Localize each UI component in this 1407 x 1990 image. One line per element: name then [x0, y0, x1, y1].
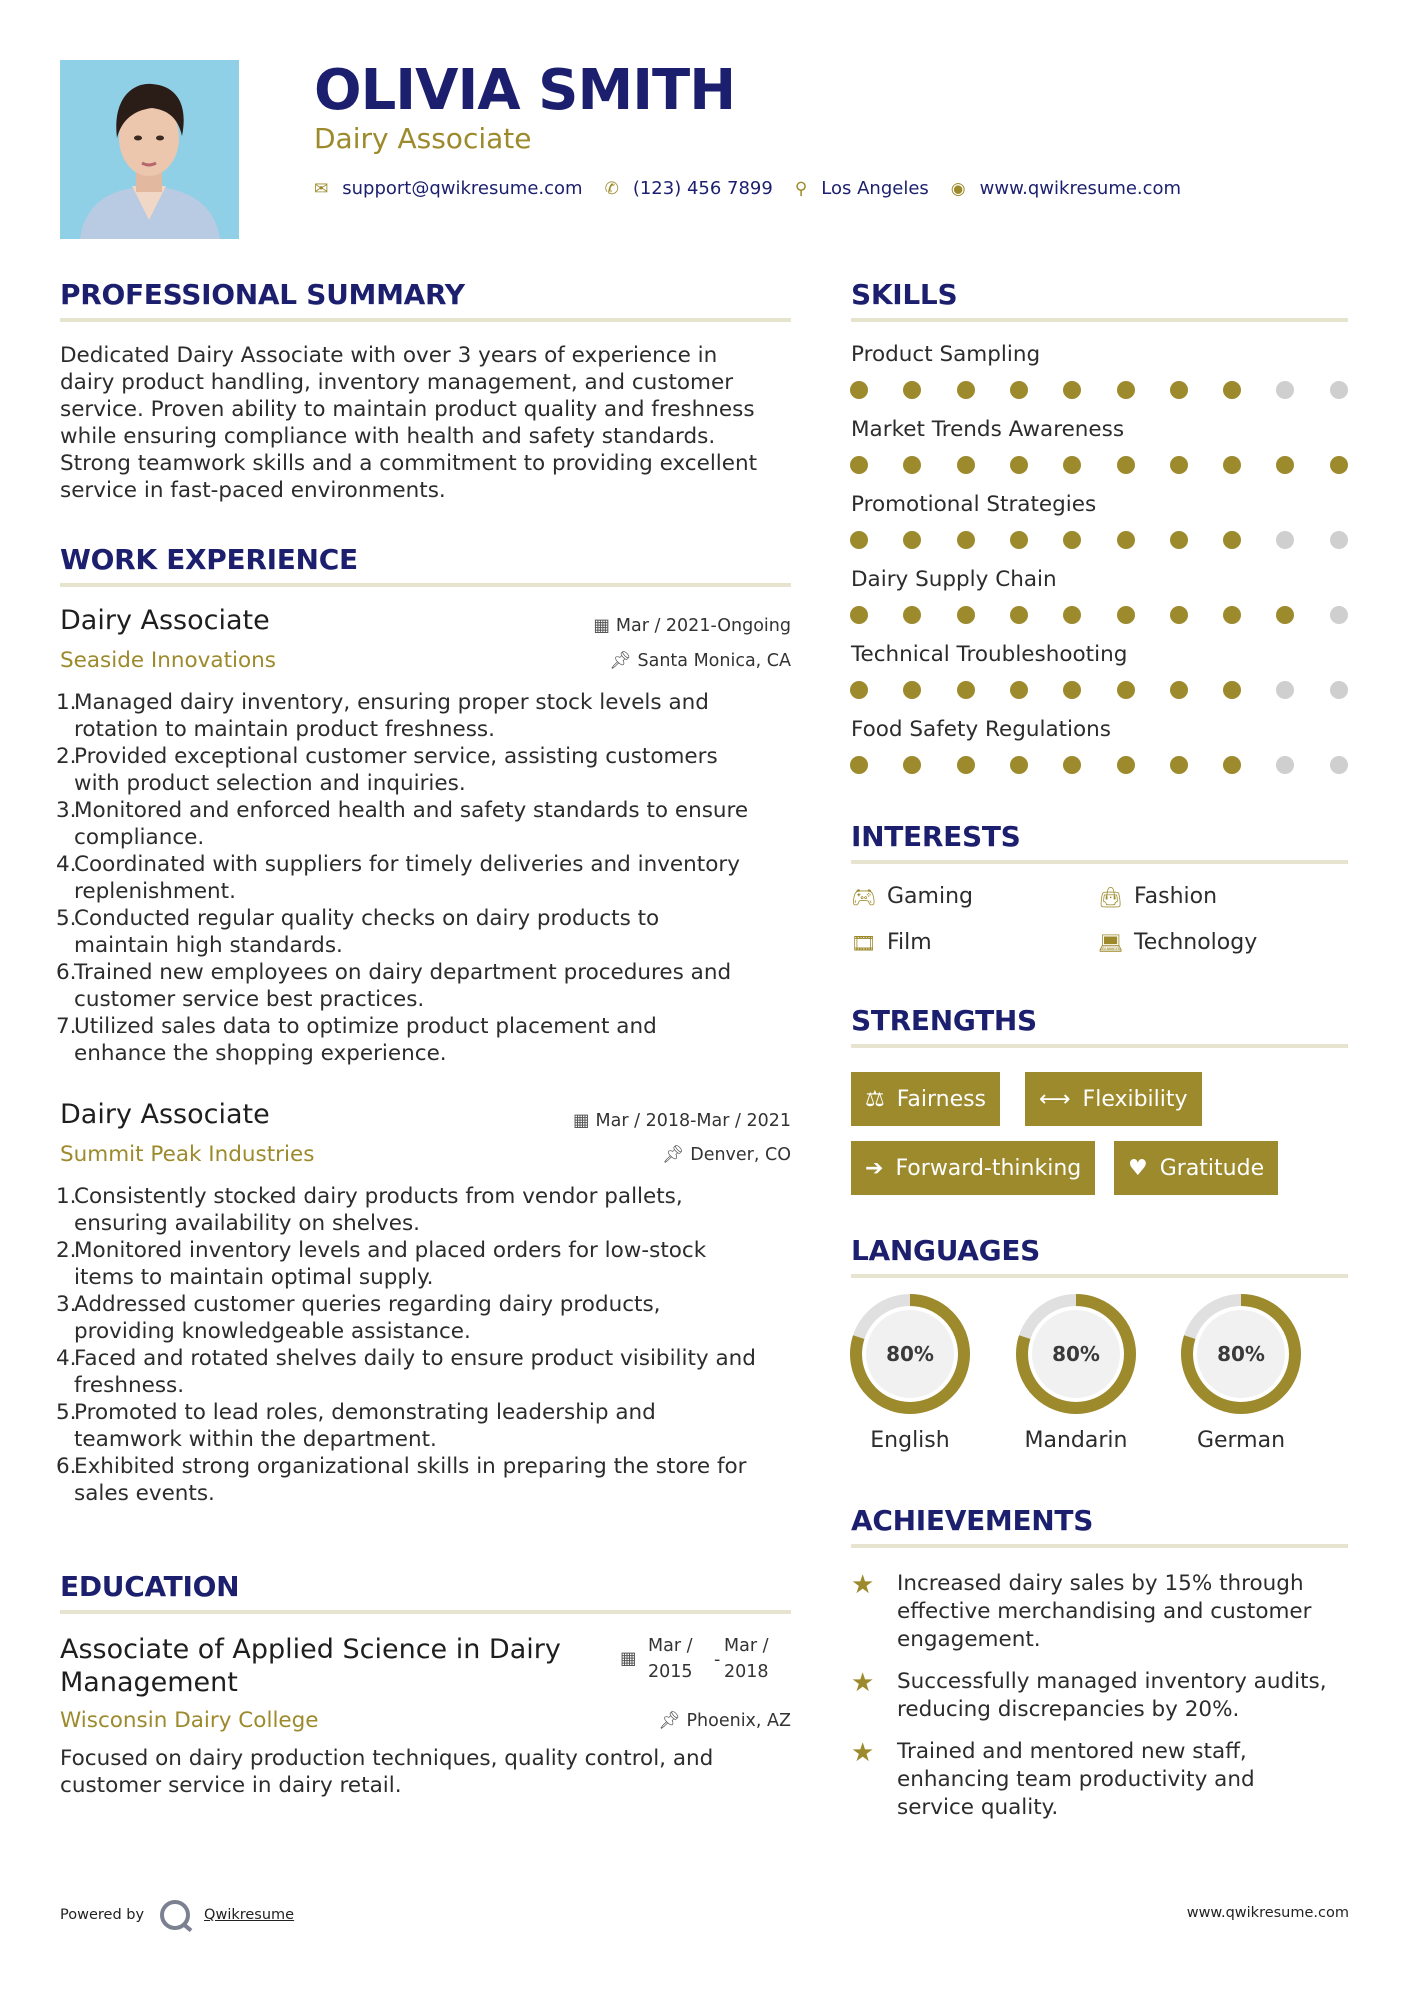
balance-scale-icon: ⚖	[865, 1086, 885, 1112]
skill-dot-filled	[957, 756, 975, 774]
job-title: Dairy Associate	[60, 605, 270, 636]
skill-dot-filled	[957, 681, 975, 699]
language-percent: 80%	[1052, 1342, 1100, 1366]
summary-line: Strong teamwork skills and a commitment to providing excellent	[60, 451, 758, 476]
achievement-line: Successfully managed inventory audits,	[897, 1669, 1327, 1694]
skill-dot-filled	[1117, 531, 1135, 549]
interest-label: Film	[887, 930, 932, 955]
section-title-summary: PROFESSIONAL SUMMARY	[60, 278, 465, 311]
list-item: 3. Monitored and enforced health and safety standards to ensure compliance.	[56, 798, 749, 850]
heart-icon: ♥	[1128, 1155, 1148, 1181]
list-item: 1. Consistently stocked dairy products from vendor pallets, ensuring availability on shelves.	[56, 1184, 683, 1236]
laptop-icon: 💻︎	[1098, 930, 1124, 955]
contact-phone[interactable]	[605, 178, 773, 199]
job-date-text: Mar / 2018-Mar / 2021	[595, 1111, 791, 1131]
skill-dot-filled	[1063, 456, 1081, 474]
education-description	[60, 1745, 800, 1799]
contact-website[interactable]	[951, 178, 1181, 199]
strength-badge-forward-thinking	[851, 1141, 1095, 1195]
skill-dot-empty	[1330, 756, 1348, 774]
job-location-text: Denver, CO	[690, 1145, 791, 1165]
skill-dot-filled	[1117, 381, 1135, 399]
summary-line: while ensuring compliance with health and safety standards.	[60, 424, 716, 449]
envelope-icon: ✉	[314, 178, 329, 199]
skill-level-dots	[850, 681, 1350, 701]
skill-dot-filled	[850, 681, 868, 699]
date-start-month: Mar /	[648, 1636, 693, 1656]
arrow-right-icon: ➔	[865, 1155, 884, 1181]
calendar-icon: ▦	[572, 1111, 590, 1131]
skill-dot-filled	[903, 606, 921, 624]
degree-line: Associate of Applied Science in Dairy	[60, 1634, 561, 1665]
skill-dot-empty	[1330, 606, 1348, 624]
skill-dot-filled	[1170, 606, 1188, 624]
gamepad-icon: 🎮︎	[851, 884, 877, 909]
skill-name: Product Sampling	[851, 342, 1041, 367]
skill-dot-filled	[1330, 456, 1348, 474]
map-marker-icon: ⚲	[794, 178, 808, 199]
contact-phone-text[interactable]: (123) 456 7899	[632, 178, 773, 199]
education-line: customer service in dairy retail.	[60, 1773, 402, 1798]
section-title-interests: INTERESTS	[851, 820, 1021, 853]
job-location-text: Santa Monica, CA	[637, 651, 791, 671]
strength-label: Forward-thinking	[895, 1155, 1082, 1181]
pin-icon: 📌︎	[662, 1145, 685, 1165]
skill-dot-filled	[850, 456, 868, 474]
skill-dot-empty	[1276, 756, 1294, 774]
skill-dot-filled	[850, 606, 868, 624]
skill-dot-filled	[1223, 456, 1241, 474]
film-icon: 🎞︎	[851, 930, 877, 955]
skill-dot-empty	[1330, 681, 1348, 699]
interest-label: Gaming	[887, 884, 973, 909]
skill-dot-filled	[1223, 606, 1241, 624]
skill-dot-filled	[1117, 606, 1135, 624]
skill-dot-filled	[1010, 531, 1028, 549]
section-title-achievements: ACHIEVEMENTS	[851, 1504, 1094, 1537]
list-item: 3. Addressed customer queries regarding dairy products, providing knowledgeable assistance.	[56, 1292, 661, 1344]
star-icon: ★	[851, 1738, 875, 1768]
section-divider	[60, 1610, 791, 1614]
skill-dot-filled	[1010, 681, 1028, 699]
skill-dot-empty	[1276, 531, 1294, 549]
achievement-line: Trained and mentored new staff,	[897, 1739, 1247, 1764]
skill-dot-filled	[903, 456, 921, 474]
job-responsibilities	[56, 1183, 796, 1507]
calendar-icon: ▦	[620, 1649, 637, 1669]
skill-dot-filled	[1276, 606, 1294, 624]
skill-dot-filled	[1117, 756, 1135, 774]
pin-icon: 📌︎	[609, 651, 632, 671]
job-date-text: Mar / 2021-Ongoing	[615, 616, 791, 636]
skill-name: Food Safety Regulations	[851, 717, 1112, 742]
candidate-name: OLIVIA SMITH	[314, 58, 736, 123]
education-line: Focused on dairy production techniques, quality control, and	[60, 1746, 714, 1771]
skill-dot-filled	[1010, 456, 1028, 474]
list-item: 2. Monitored inventory levels and placed orders for low-stock items to maintain optimal supply.	[56, 1238, 707, 1290]
education-location	[658, 1711, 791, 1731]
skill-dot-filled	[1223, 381, 1241, 399]
skill-dot-filled	[1170, 756, 1188, 774]
achievement-item	[851, 1570, 1312, 1654]
skill-dot-filled	[1223, 681, 1241, 699]
section-title-languages: LANGUAGES	[851, 1234, 1041, 1267]
summary-line: Dedicated Dairy Associate with over 3 years of experience in	[60, 343, 718, 368]
summary-line: service. Proven ability to maintain product quality and freshness	[60, 397, 755, 422]
date-end-year: 2018	[724, 1662, 769, 1682]
skill-dot-filled	[1063, 531, 1081, 549]
star-icon: ★	[851, 1570, 875, 1600]
strength-badge-flexibility	[1025, 1072, 1202, 1126]
achievement-line: enhancing team productivity and	[897, 1767, 1255, 1792]
achievement-line: reducing discrepancies by 20%.	[897, 1697, 1240, 1722]
skill-dot-filled	[1170, 681, 1188, 699]
globe-icon: ◉	[950, 178, 966, 199]
language-name: German	[1196, 1428, 1286, 1453]
achievement-line: engagement.	[897, 1627, 1041, 1652]
skill-dot-filled	[1170, 531, 1188, 549]
list-item: 6. Exhibited strong organizational skills in preparing the store for sales events.	[56, 1454, 747, 1506]
candidate-role: Dairy Associate	[314, 122, 532, 155]
profile-photo	[60, 60, 239, 239]
qwikresume-logo-icon	[160, 1900, 190, 1930]
skill-dot-filled	[957, 531, 975, 549]
list-item: 5. Promoted to lead roles, demonstrating leadership and teamwork within the department.	[56, 1400, 656, 1452]
calendar-icon: ▦	[593, 616, 610, 636]
strength-label: Gratitude	[1159, 1155, 1265, 1181]
skill-dot-filled	[957, 381, 975, 399]
list-item: 1. Managed dairy inventory, ensuring proper stock levels and rotation to maintain product freshness.	[56, 690, 709, 742]
skill-dot-filled	[1010, 756, 1028, 774]
section-divider	[851, 1274, 1348, 1278]
language-ring	[1177, 1290, 1305, 1418]
skill-dot-filled	[1063, 606, 1081, 624]
skill-dot-empty	[1276, 681, 1294, 699]
qwikresume-link[interactable]: Qwikresume	[204, 1907, 295, 1923]
skill-level-dots	[850, 606, 1350, 626]
skill-dot-filled	[1063, 381, 1081, 399]
language-name: English	[870, 1428, 950, 1453]
skill-dot-empty	[1330, 381, 1348, 399]
interest-item-fashion	[1098, 884, 1217, 909]
achievement-line: service quality.	[897, 1795, 1059, 1820]
section-title-experience: WORK EXPERIENCE	[60, 543, 358, 576]
skill-level-dots	[850, 756, 1350, 776]
summary-line: service in fast-paced environments.	[60, 478, 446, 503]
skill-dot-filled	[1170, 381, 1188, 399]
skill-name: Market Trends Awareness	[851, 417, 1125, 442]
skill-name: Dairy Supply Chain	[851, 567, 1057, 592]
summary-line: dairy product handling, inventory management, and customer	[60, 370, 734, 395]
skill-dot-filled	[1276, 456, 1294, 474]
phone-icon: ✆	[604, 178, 619, 199]
job-date	[593, 616, 791, 636]
skill-dot-filled	[903, 756, 921, 774]
achievement-item	[851, 1738, 1255, 1822]
section-divider	[60, 318, 791, 322]
skill-dot-filled	[903, 531, 921, 549]
achievement-line: Increased dairy sales by 15% through	[897, 1571, 1304, 1596]
skill-dot-filled	[850, 381, 868, 399]
skill-dot-filled	[850, 531, 868, 549]
footer-website-link[interactable]: www.qwikresume.com	[1186, 1905, 1349, 1921]
language-ring	[1012, 1290, 1140, 1418]
language-name: Mandarin	[1024, 1428, 1128, 1453]
contact-location	[795, 178, 929, 199]
date-start-year: 2015	[648, 1662, 693, 1682]
skill-name: Technical Troubleshooting	[851, 642, 1128, 667]
interest-item-film	[851, 930, 932, 955]
list-item: 5. Conducted regular quality checks on dairy products to maintain high standards.	[56, 906, 660, 958]
skill-dot-filled	[957, 456, 975, 474]
date-separator: -	[714, 1650, 721, 1670]
section-divider	[851, 318, 1348, 322]
education-location-text: Phoenix, AZ	[686, 1711, 791, 1731]
section-title-strengths: STRENGTHS	[851, 1004, 1037, 1037]
job-date	[573, 1111, 791, 1131]
interest-label: Technology	[1134, 930, 1258, 955]
skill-dot-filled	[1010, 381, 1028, 399]
skill-dot-filled	[1170, 456, 1188, 474]
skill-dot-empty	[1330, 531, 1348, 549]
skill-dot-filled	[850, 756, 868, 774]
interest-item-technology	[1098, 930, 1257, 955]
list-item: 4. Coordinated with suppliers for timely deliveries and inventory replenishment.	[56, 852, 740, 904]
contact-email[interactable]	[314, 178, 583, 199]
job-title: Dairy Associate	[60, 1099, 270, 1130]
section-title-education: EDUCATION	[60, 1570, 240, 1603]
skill-dot-filled	[1223, 756, 1241, 774]
skill-dot-filled	[957, 606, 975, 624]
education-school: Wisconsin Dairy College	[60, 1708, 319, 1733]
contact-website-text[interactable]: www.qwikresume.com	[979, 178, 1182, 199]
skill-dot-filled	[1223, 531, 1241, 549]
skill-name: Promotional Strategies	[851, 492, 1097, 517]
language-percent: 80%	[886, 1342, 934, 1366]
list-item: 4. Faced and rotated shelves daily to ensure product visibility and freshness.	[56, 1346, 756, 1398]
interest-label: Fashion	[1134, 884, 1218, 909]
date-end-month: Mar /	[724, 1636, 769, 1656]
skill-dot-filled	[1063, 681, 1081, 699]
powered-by-text: Powered by	[60, 1907, 145, 1923]
list-item: 7. Utilized sales data to optimize product placement and enhance the shopping experience.	[56, 1014, 657, 1066]
language-percent: 80%	[1217, 1342, 1265, 1366]
pin-icon: 📌︎	[658, 1711, 681, 1731]
interest-item-gaming	[851, 884, 973, 909]
list-item: 6. Trained new employees on dairy department procedures and customer service best practices.	[56, 960, 732, 1012]
skill-dot-filled	[1063, 756, 1081, 774]
skill-level-dots	[850, 381, 1350, 401]
degree-line: Management	[60, 1667, 238, 1698]
strength-label: Fairness	[896, 1086, 987, 1112]
section-divider	[851, 1544, 1348, 1548]
contact-bar	[314, 178, 1203, 199]
skill-dot-filled	[1117, 456, 1135, 474]
shopping-bag-icon: 👜︎	[1098, 884, 1124, 909]
section-title-skills: SKILLS	[851, 278, 958, 311]
skill-level-dots	[850, 456, 1350, 476]
strength-label: Flexibility	[1082, 1086, 1188, 1112]
job-location	[609, 651, 791, 671]
skill-dot-filled	[1117, 681, 1135, 699]
contact-email-text[interactable]: support@qwikresume.com	[342, 178, 583, 199]
skill-dot-filled	[903, 381, 921, 399]
achievement-item	[851, 1668, 1327, 1724]
contact-location-text: Los Angeles	[821, 178, 929, 199]
job-location	[662, 1145, 791, 1165]
section-divider	[851, 1044, 1348, 1048]
strength-badge-gratitude	[1114, 1141, 1278, 1195]
summary-text	[60, 342, 800, 504]
skill-dot-filled	[1010, 606, 1028, 624]
star-icon: ★	[851, 1668, 875, 1698]
strength-badge-fairness	[851, 1072, 1000, 1126]
job-company: Summit Peak Industries	[60, 1142, 315, 1167]
skill-dot-empty	[1276, 381, 1294, 399]
arrows-horizontal-icon: ⟷	[1039, 1086, 1071, 1112]
skill-level-dots	[850, 531, 1350, 551]
footer-powered-by	[60, 1900, 294, 1930]
job-responsibilities	[56, 689, 796, 1067]
degree-title	[60, 1633, 561, 1699]
language-ring	[846, 1290, 974, 1418]
achievement-line: effective merchandising and customer	[897, 1599, 1312, 1624]
skill-dot-filled	[903, 681, 921, 699]
section-divider	[851, 860, 1348, 864]
job-company: Seaside Innovations	[60, 648, 276, 673]
section-divider	[60, 583, 791, 587]
list-item: 2. Provided exceptional customer service, assisting customers with product selection and inquiries.	[56, 744, 718, 796]
